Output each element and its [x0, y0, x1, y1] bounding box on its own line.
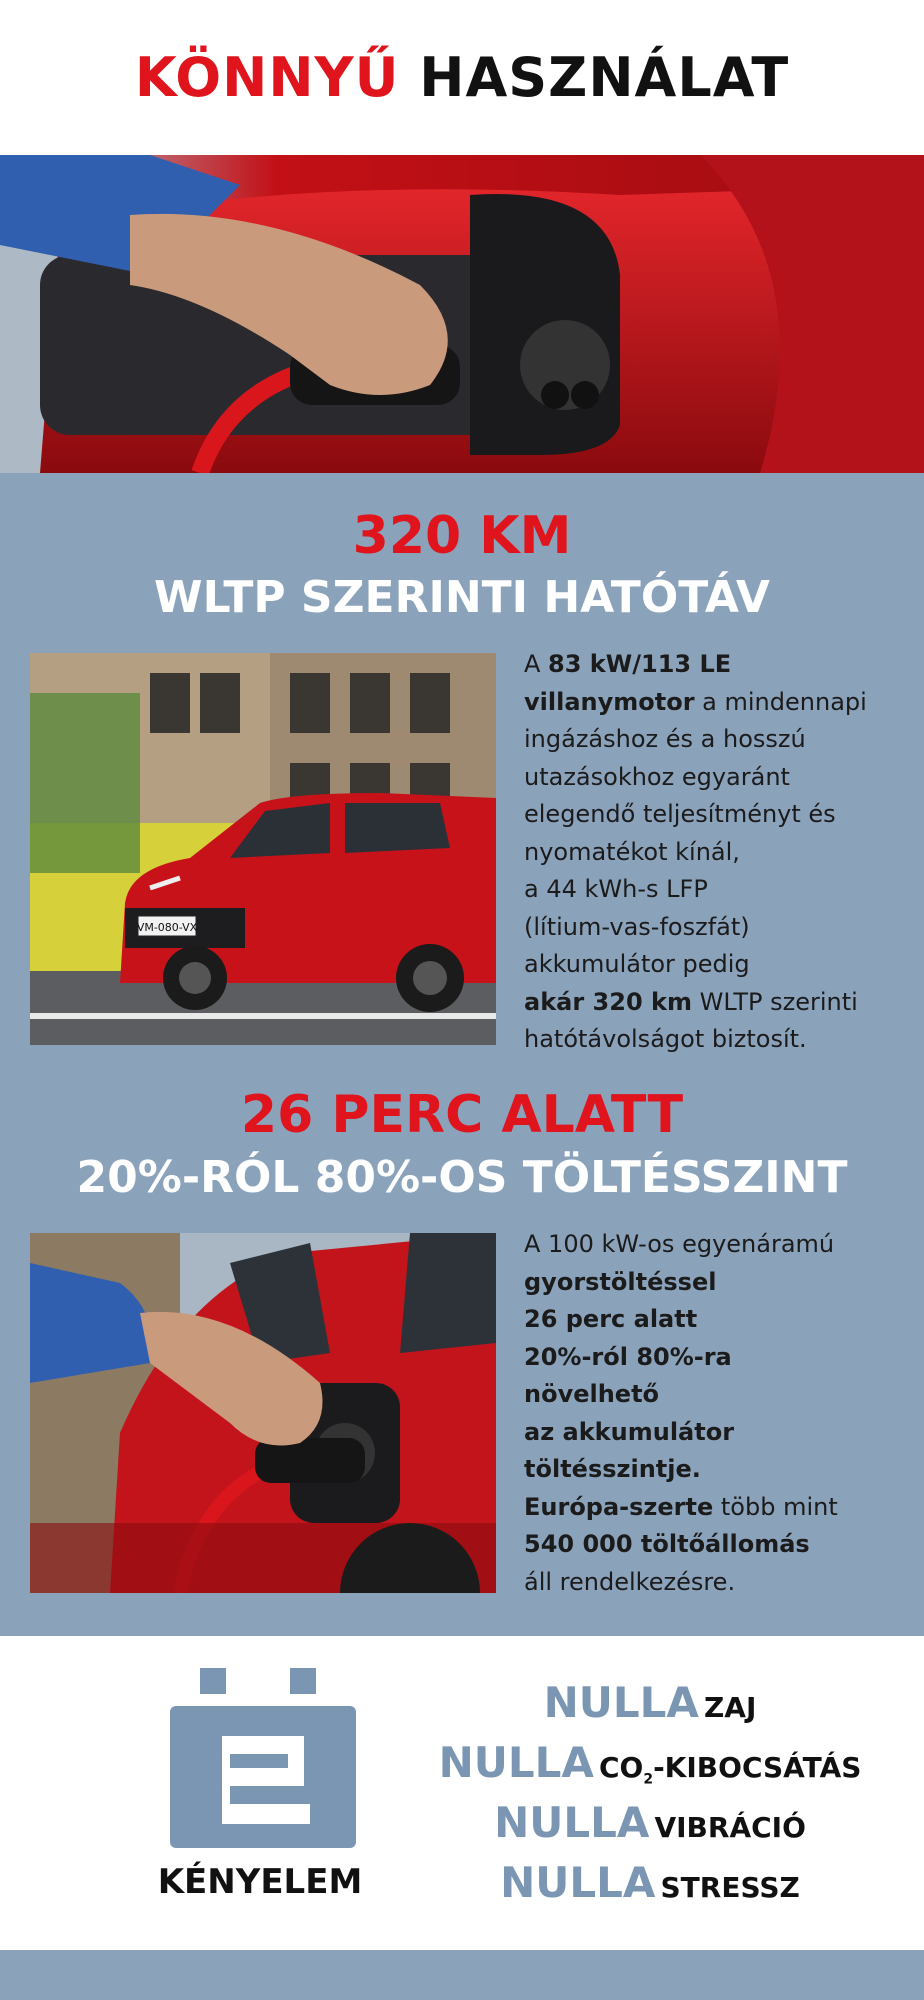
range-line: villanymotor a mindennapi — [524, 687, 867, 716]
charging-headline: 26 PERC ALATT — [240, 1085, 684, 1145]
charging-closeup-image — [30, 1233, 496, 1593]
range-description — [524, 646, 867, 1059]
range-subheadline: WLTP SZERINTI HATÓTÁV — [154, 572, 770, 623]
header — [0, 0, 924, 155]
car-illustration — [30, 653, 496, 1045]
e-battery-icon — [170, 1668, 356, 1848]
charging-line: 20%-ról 80%-ra — [524, 1342, 732, 1371]
charging-description — [524, 1226, 838, 1601]
zero-stress: NULLA STRESSZ — [500, 1858, 800, 1907]
charging-line: 26 perc alatt — [524, 1305, 698, 1333]
charging-line: A 100 kW-os egyenáramú — [524, 1230, 835, 1258]
license-plate: VM-080-VX — [136, 921, 198, 934]
hero-illustration — [0, 155, 924, 473]
charging-line: 540 000 töltőállomás — [524, 1530, 810, 1558]
range-line: utazásokhoz egyaránt — [524, 762, 790, 791]
charging-line: áll rendelkezésre. — [524, 1567, 736, 1596]
range-headline: 320 KM — [352, 506, 572, 566]
zero-noise: NULLA ZAJ — [543, 1678, 757, 1727]
charging-line: töltésszintje. — [524, 1455, 701, 1483]
range-line: (lítium-vas-foszfát) — [524, 912, 750, 941]
charging-line: növelhető — [524, 1380, 660, 1408]
range-line: A 83 kW/113 LE — [524, 650, 732, 678]
zero-vibration: NULLA VIBRÁCIÓ — [494, 1798, 806, 1847]
range-line: hatótávolságot biztosít. — [524, 1025, 807, 1053]
range-line: akár 320 km WLTP szerinti — [524, 987, 858, 1016]
page-title — [135, 46, 789, 109]
car-street-image — [30, 653, 496, 1045]
range-line: ingázáshoz és a hosszú — [524, 725, 806, 753]
title-red: KÖNNYŰ — [134, 46, 400, 109]
bottom-bar — [0, 1950, 924, 2000]
range-line: akkumulátor pedig — [524, 950, 750, 978]
charging-line: Európa-szerte több mint — [524, 1492, 838, 1521]
zero-co2: NULLA $CO_2$-KIBOCSÁTÁS — [438, 1738, 862, 1788]
charging-illustration — [30, 1233, 496, 1593]
charging-subheadline: 20%-RÓL 80%-OS TÖLTÉSSZINT — [76, 1152, 848, 1203]
range-line: nyomatékot kínál, — [524, 837, 740, 866]
charging-line: az akkumulátor — [524, 1417, 735, 1446]
hero-charging-image — [0, 155, 924, 473]
comfort-label: KÉNYELEM — [157, 1862, 363, 1902]
charging-line: gyorstöltéssel — [524, 1267, 717, 1296]
title-black: HASZNÁLAT — [419, 46, 790, 109]
range-line: a 44 kWh-s LFP — [524, 875, 708, 903]
range-line: elegendő teljesítményt és — [524, 800, 836, 828]
